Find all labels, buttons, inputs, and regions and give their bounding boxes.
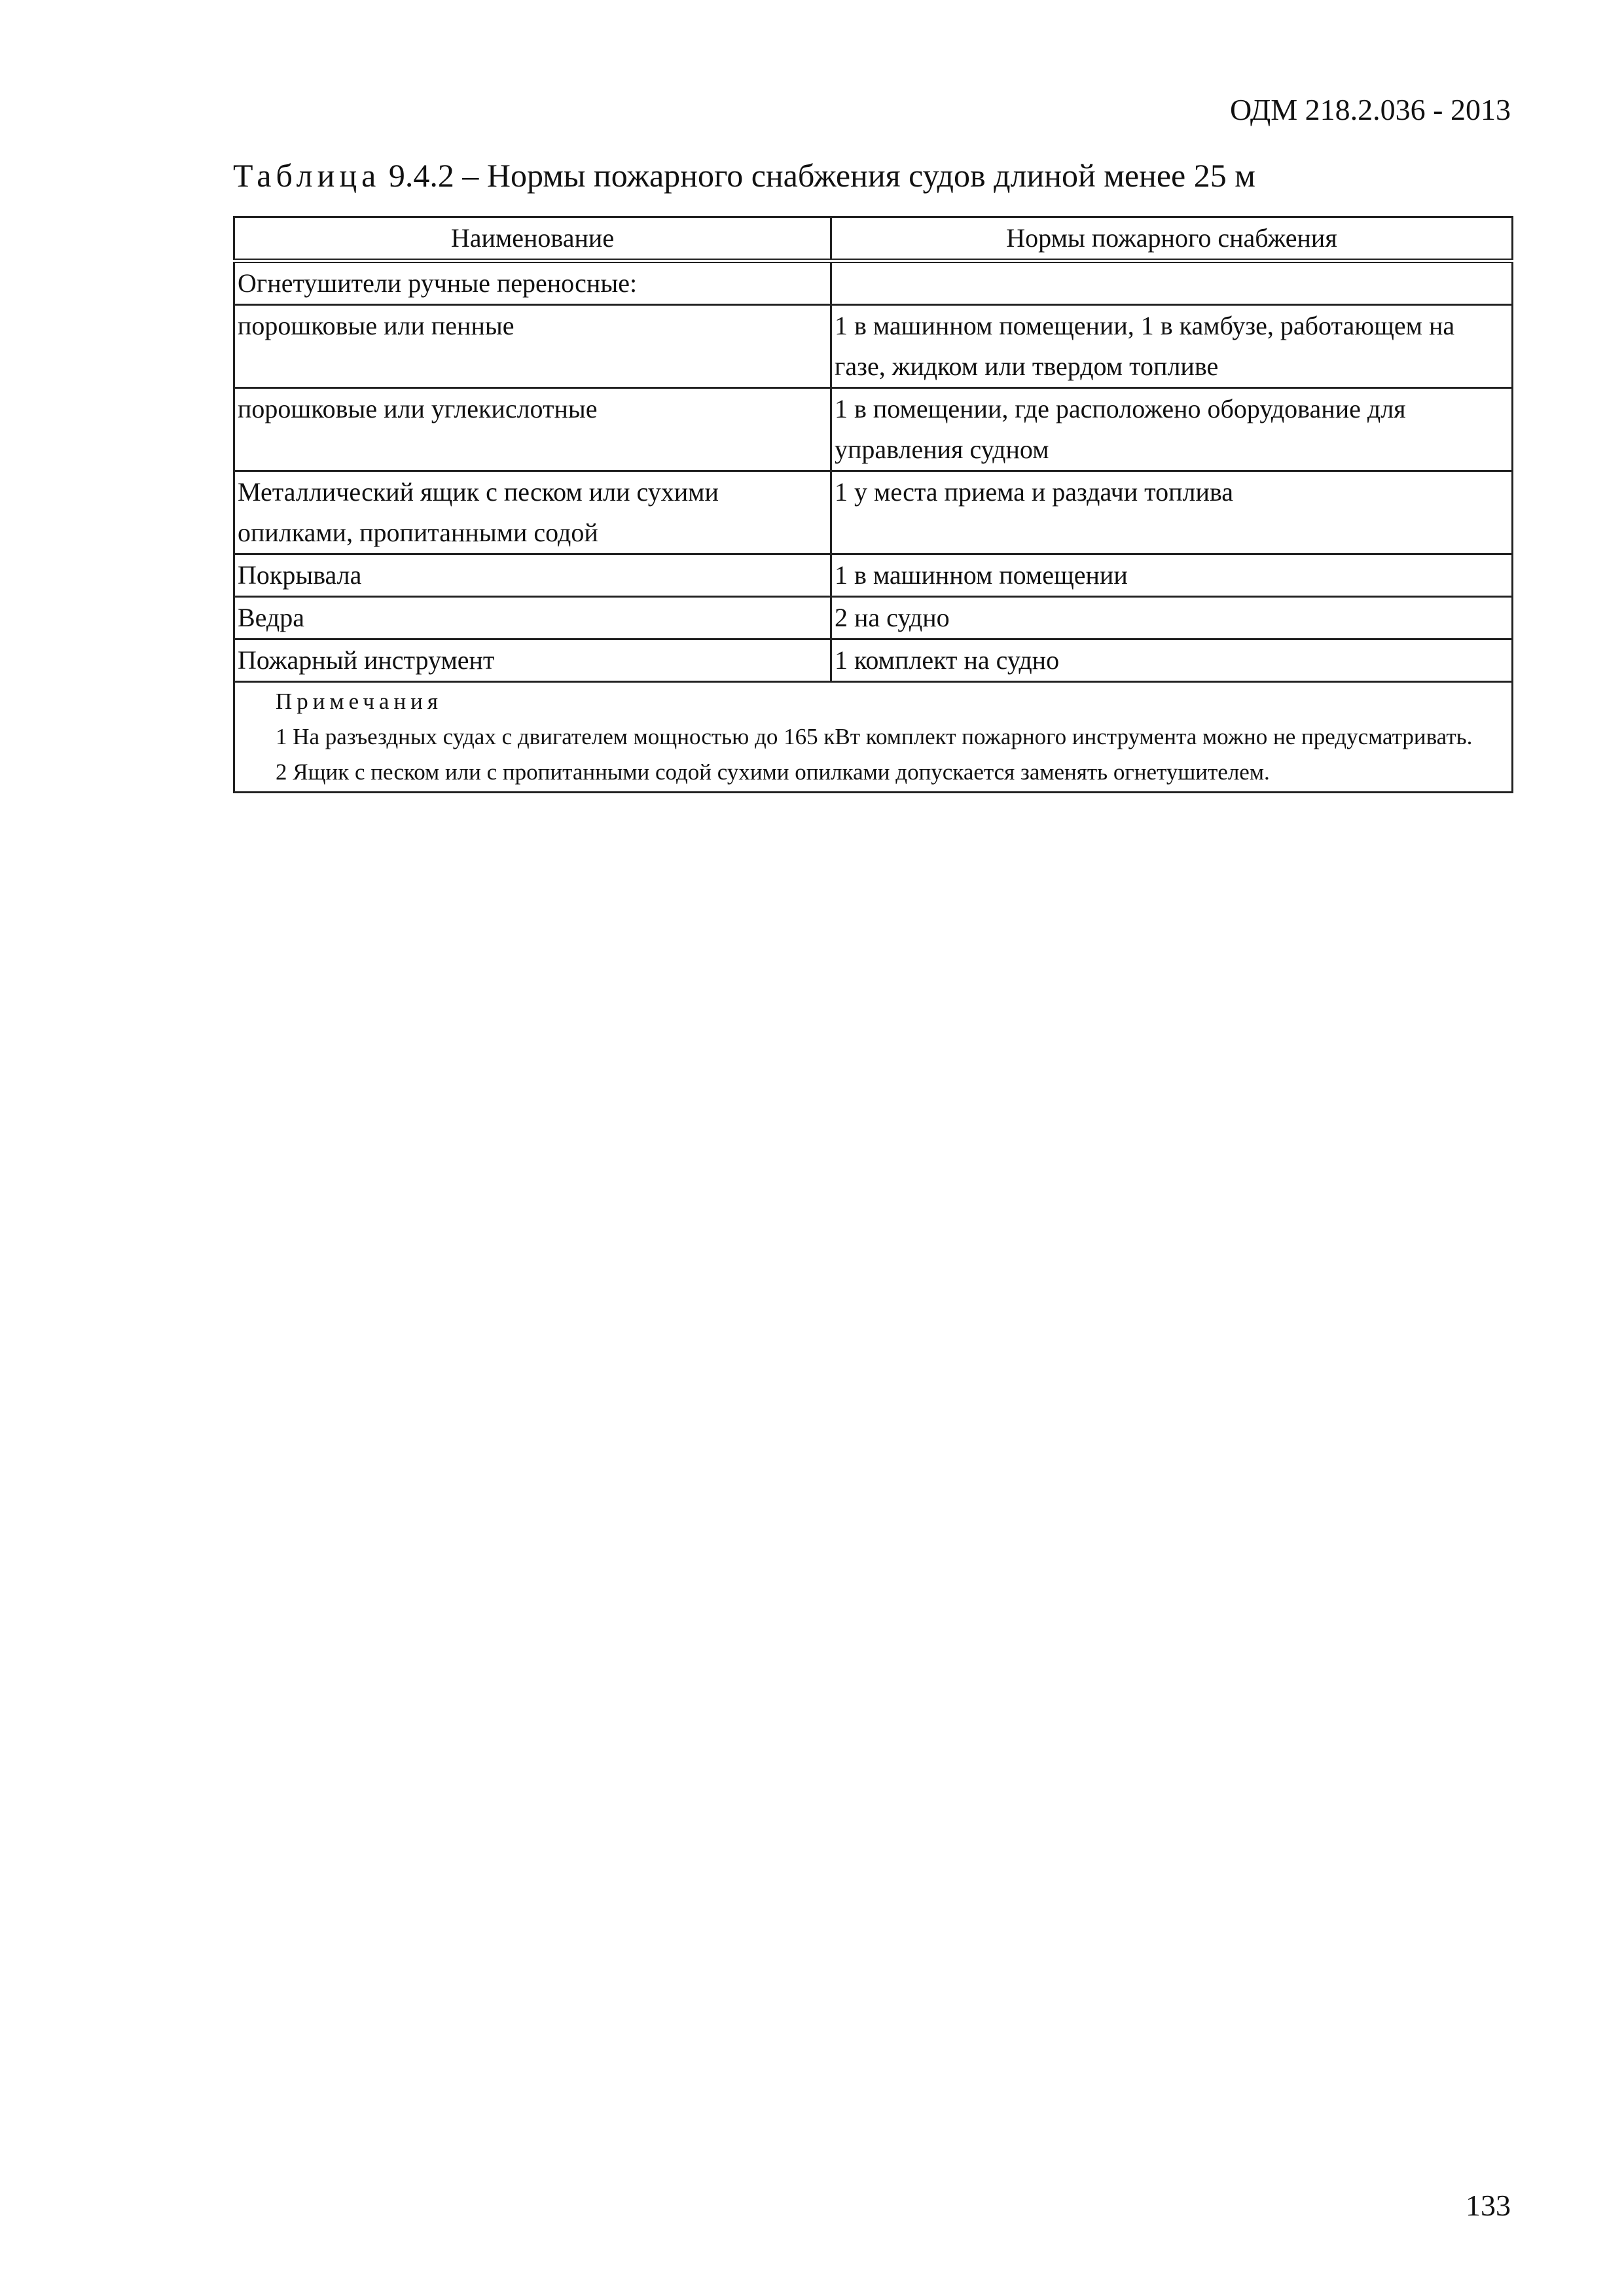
cell-norm: 2 на судно: [831, 597, 1513, 639]
column-header-name: Наименование: [234, 217, 831, 261]
cell-norm: 1 в помещении, где расположено оборудование для управления судном: [831, 388, 1513, 471]
cell-norm: 1 в машинном помещении, 1 в камбузе, работающем на газе, жидком или твердом топливе: [831, 305, 1513, 388]
note-item: 1 На разъездных судах с двигателем мощностью до 165 кВт комплект пожарного инструмента можно не предусматривать.: [276, 724, 1473, 749]
fire-supply-norms-table: [233, 216, 1513, 793]
cell-name: Покрывала: [234, 554, 831, 597]
notes-cell: [234, 682, 1513, 793]
table-title-text: 9.4.2 – Нормы пожарного снабжения судов длиной менее 25 м: [388, 157, 1255, 194]
table-row: [234, 597, 1513, 639]
cell-name: порошковые или углекислотные: [234, 388, 831, 471]
cell-norm: 1 комплект на судно: [831, 639, 1513, 682]
table-title: [233, 156, 1255, 195]
cell-norm: 1 в машинном помещении: [831, 554, 1513, 597]
table-row: [234, 554, 1513, 597]
document-code: ОДМ 218.2.036 - 2013: [1229, 93, 1511, 126]
notes-title: Примечания: [276, 689, 443, 714]
cell-norm: [831, 261, 1513, 305]
table-header-row: [234, 217, 1513, 261]
cell-name: Ведра: [234, 597, 831, 639]
table-row: [234, 261, 1513, 305]
cell-name: Огнетушители ручные переносные:: [234, 261, 831, 305]
page-number: 133: [1466, 2189, 1511, 2222]
notes-row: [234, 682, 1513, 793]
table-row: [234, 305, 1513, 388]
cell-name: Пожарный инструмент: [234, 639, 831, 682]
cell-name: Металлический ящик с песком или сухими опилками, пропитанными содой: [234, 471, 831, 554]
table-title-prefix: Таблица: [233, 157, 381, 194]
note-item: 2 Ящик с песком или с пропитанными содой сухими опилками допускается заменять огнетушителем.: [276, 759, 1270, 785]
cell-name: порошковые или пенные: [234, 305, 831, 388]
table-row: [234, 388, 1513, 471]
table-row: [234, 471, 1513, 554]
cell-norm: 1 у места приема и раздачи топлива: [831, 471, 1513, 554]
table-row: [234, 639, 1513, 682]
column-header-norm: Нормы пожарного снабжения: [831, 217, 1513, 261]
